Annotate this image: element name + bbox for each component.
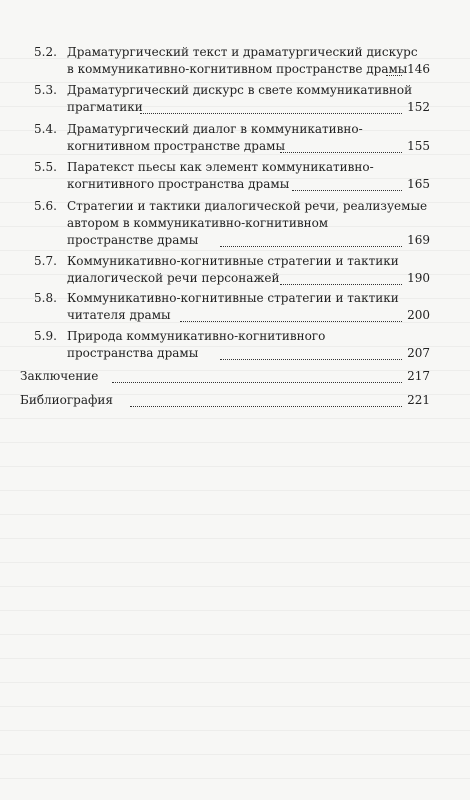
toc-entry-number: 5.5. bbox=[34, 160, 57, 174]
toc-page-number: 217 bbox=[407, 369, 430, 383]
toc-entry-title-line-1: Драматургический текст и драматургический дискурс bbox=[67, 45, 418, 59]
toc-entry-title-line-1: Стратегии и тактики диалогической речи, реализуемые bbox=[67, 199, 428, 213]
toc-leader-dots bbox=[140, 112, 402, 114]
toc-entry-title: Заключение bbox=[20, 369, 99, 383]
toc-entry-title-line-2: когнитивного пространства драмы bbox=[67, 177, 290, 191]
toc-page-number: 200 bbox=[407, 308, 430, 322]
toc-entry-title-line-2: прагматики bbox=[67, 100, 143, 114]
toc-entry-bibliography[interactable] bbox=[20, 392, 430, 409]
toc-entry-title-line-1: Драматургический диалог в коммуникативно- bbox=[67, 122, 363, 136]
toc-entry-title-line-1: Драматургический дискурс в свете коммуникативной bbox=[67, 83, 413, 97]
toc-entry-title-line-1: Коммуникативно-когнитивные стратегии и тактики bbox=[67, 254, 399, 268]
toc-page-number: 146 bbox=[407, 62, 430, 76]
toc-page-number: 221 bbox=[407, 393, 430, 407]
toc-entry-title-line-3: пространстве драмы bbox=[67, 233, 199, 247]
toc-entry-5-4[interactable] bbox=[34, 121, 430, 155]
toc-leader-dots bbox=[292, 189, 402, 191]
toc-leader-dots bbox=[220, 358, 402, 360]
toc-page-number: 169 bbox=[407, 233, 430, 247]
toc-entry-title: Библиография bbox=[20, 393, 113, 407]
toc-entry-title-line-2: когнитивном пространстве драмы bbox=[67, 139, 286, 153]
toc-entry-title-line-2: автором в коммуникативно-когнитивном bbox=[67, 216, 329, 230]
toc-page-number: 155 bbox=[407, 139, 430, 153]
toc-leader-dots bbox=[112, 381, 402, 383]
toc-entry-conclusion[interactable] bbox=[20, 368, 430, 385]
toc-page-number: 152 bbox=[407, 100, 430, 114]
toc-entry-5-6[interactable] bbox=[34, 198, 430, 249]
toc-entry-5-8[interactable] bbox=[34, 290, 430, 324]
toc-leader-dots bbox=[220, 245, 402, 247]
toc-entry-title-line-1: Паратекст пьесы как элемент коммуникативно- bbox=[67, 160, 374, 174]
toc-page-number: 190 bbox=[407, 271, 430, 285]
toc-entry-5-5[interactable] bbox=[34, 159, 430, 193]
toc-entry-number: 5.7. bbox=[34, 254, 57, 268]
toc-leader-dots bbox=[130, 405, 402, 407]
toc-entry-title-line-2: диалогической речи персонажей bbox=[67, 271, 280, 285]
toc-entry-5-7[interactable] bbox=[34, 253, 430, 287]
toc-entry-title-line-2: пространства драмы bbox=[67, 346, 199, 360]
toc-entry-title-line-1: Коммуникативно-когнитивные стратегии и тактики bbox=[67, 291, 399, 305]
toc-leader-dots bbox=[280, 151, 402, 153]
toc-entry-number: 5.9. bbox=[34, 329, 57, 343]
toc-entry-number: 5.2. bbox=[34, 45, 57, 59]
toc-entry-number: 5.3. bbox=[34, 83, 57, 97]
toc-entry-number: 5.8. bbox=[34, 291, 57, 305]
toc-leader-dots bbox=[386, 74, 402, 76]
toc-leader-dots bbox=[280, 283, 402, 285]
toc-entry-5-3[interactable] bbox=[34, 82, 430, 116]
toc-page-number: 165 bbox=[407, 177, 430, 191]
toc-leader-dots bbox=[180, 320, 402, 322]
toc-entry-5-2[interactable] bbox=[34, 44, 430, 78]
toc-page-number: 207 bbox=[407, 346, 430, 360]
toc-entry-number: 5.4. bbox=[34, 122, 57, 136]
toc-entry-title-line-1: Природа коммуникативно-когнитивного bbox=[67, 329, 326, 343]
toc-entry-number: 5.6. bbox=[34, 199, 57, 213]
toc-entry-title-line-2: читателя драмы bbox=[67, 308, 171, 322]
toc-entry-5-9[interactable] bbox=[34, 328, 430, 362]
toc-entry-title-line-2: в коммуникативно-когнитивном пространстве драмы bbox=[67, 62, 408, 76]
